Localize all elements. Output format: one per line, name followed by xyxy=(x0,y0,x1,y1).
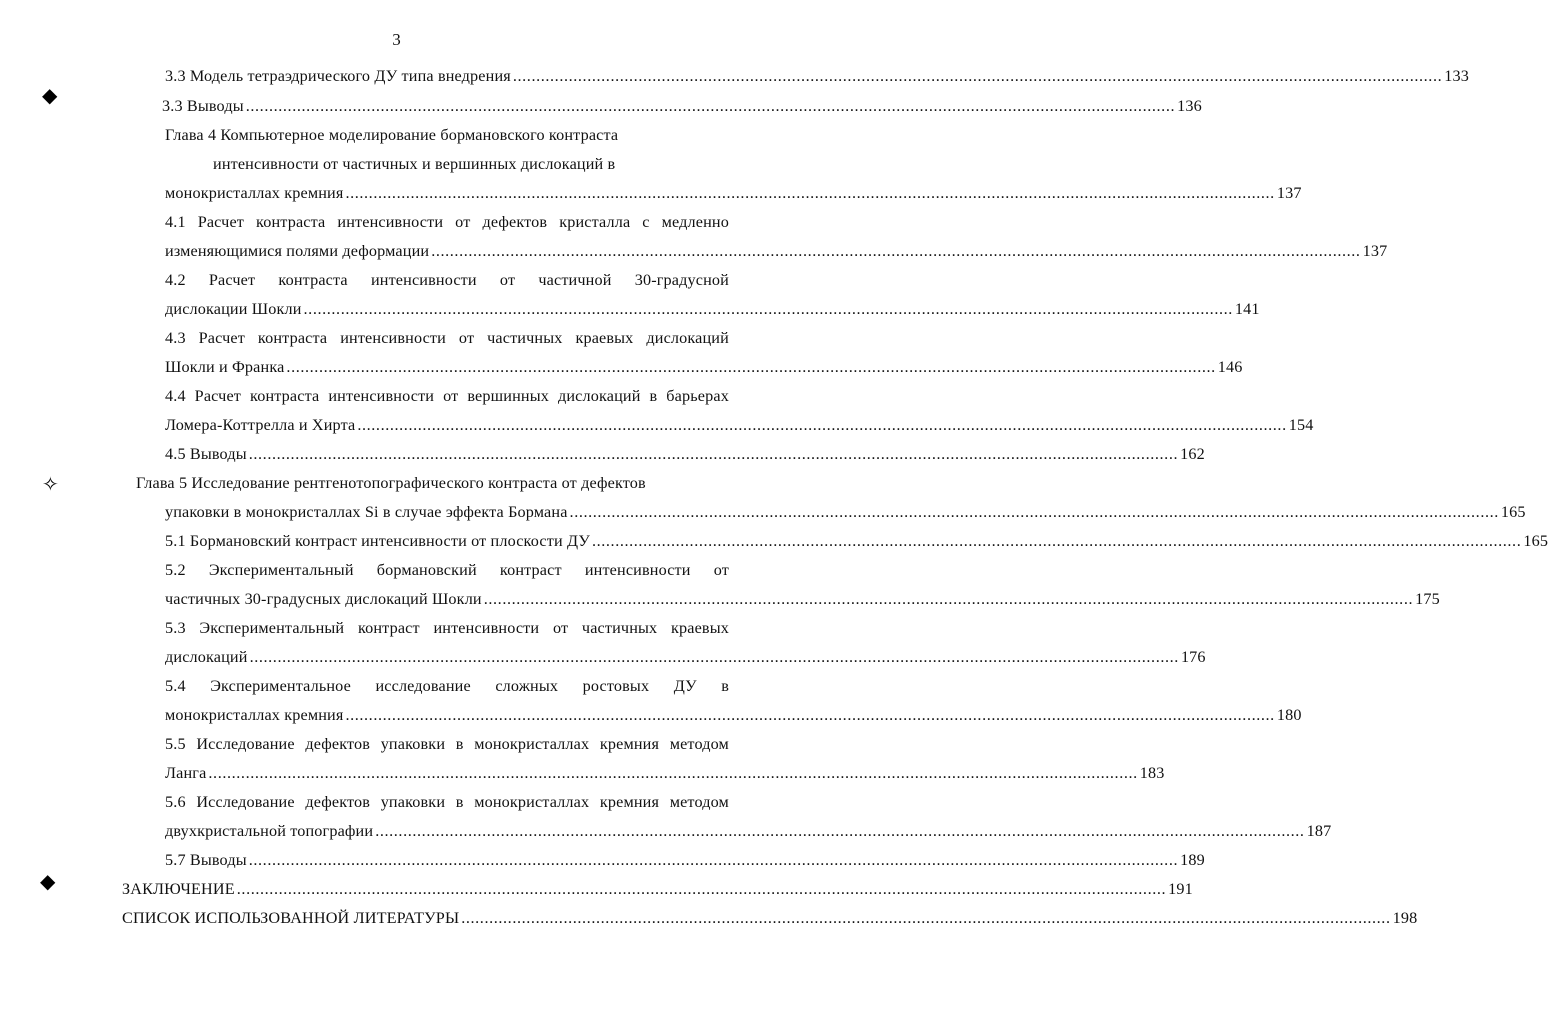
toc-leader: ........................................................................................................................................................................................................ xyxy=(245,97,1176,115)
toc-entry-5-5-line-2[interactable] xyxy=(165,763,1165,783)
toc-entry-title: монокристаллах кремния xyxy=(165,706,344,724)
word: 5.6 xyxy=(165,793,186,811)
word: контраст xyxy=(357,619,420,637)
word: частичных xyxy=(581,619,658,637)
toc-entry-5-6-line-1[interactable] xyxy=(165,792,729,812)
toc-entry-4-3-line-2[interactable] xyxy=(165,357,1243,377)
toc-entry-title: дислокации Шокли xyxy=(165,300,302,318)
word: 5.2 xyxy=(165,561,186,579)
toc-page-number: 189 xyxy=(1180,851,1205,869)
toc-entry-title: 4.5 Выводы xyxy=(165,445,247,463)
toc-entry-title: Ломера-Коттрелла и Хирта xyxy=(165,416,356,434)
toc-leader: ........................................................................................................................................................................................................ xyxy=(286,358,1216,376)
toc-page-number: 136 xyxy=(1177,97,1202,115)
word: контраста xyxy=(250,387,320,405)
toc-chapter-4-line-3[interactable] xyxy=(165,183,1302,203)
toc-leader: ........................................................................................................................................................................................................ xyxy=(375,822,1305,840)
toc-entry-5-3-line-2[interactable] xyxy=(165,647,1206,667)
toc-entry-title: 3.3 Выводы xyxy=(162,97,244,115)
margin-mark-top: ◆ xyxy=(42,85,58,107)
toc-entry-5-3-line-1[interactable] xyxy=(165,618,729,638)
word: интенсивности xyxy=(584,561,691,579)
toc-page-number: 146 xyxy=(1217,358,1243,376)
word: контраста xyxy=(278,271,348,289)
toc-leader: ........................................................................................................................................................................................................ xyxy=(303,300,1233,318)
word: упаковки xyxy=(380,735,446,753)
toc-entry-3-3-conclusions[interactable] xyxy=(162,96,1202,116)
margin-mark-bottom: ◆ xyxy=(40,871,56,893)
word: контраста xyxy=(257,329,328,347)
word: исследование xyxy=(375,677,471,695)
toc-entry-5-5-line-1[interactable] xyxy=(165,734,729,754)
toc-entry-title: двухкристальной топографии xyxy=(165,822,374,840)
toc-leader: ........................................................................................................................................................................................................ xyxy=(248,445,1179,463)
page-number: 3 xyxy=(392,30,401,49)
word: 4.3 xyxy=(165,329,186,347)
toc-page-number: 180 xyxy=(1276,706,1302,724)
word: 5.3 xyxy=(165,619,186,637)
word: дислокаций xyxy=(646,329,729,347)
toc-leader: ........................................................................................................................................................................................................ xyxy=(569,503,1499,521)
toc-entry-title: Ланга xyxy=(165,764,207,782)
word: частичной xyxy=(538,271,612,289)
toc-page-number: 141 xyxy=(1234,300,1260,318)
toc-leader: ........................................................................................................................................................................................................ xyxy=(483,590,1414,608)
word: краевых xyxy=(575,329,634,347)
toc-entry-4-1-line-2[interactable] xyxy=(165,241,1388,261)
toc-entry-references[interactable] xyxy=(122,908,1418,928)
word: с xyxy=(642,213,650,231)
toc-entry-title: 5.7 Выводы xyxy=(165,851,247,869)
toc-page-number: 165 xyxy=(1500,503,1526,521)
toc-entry-5-2-line-2[interactable] xyxy=(165,589,1440,609)
toc-leader: ........................................................................................................................................................................................................ xyxy=(431,242,1361,260)
toc-entry-4-2-line-1[interactable] xyxy=(165,270,729,290)
word: частичных xyxy=(487,329,563,347)
word: ДУ xyxy=(673,677,697,695)
word: Расчет xyxy=(194,387,242,405)
word: 30-градусной xyxy=(634,271,729,289)
word: интенсивности xyxy=(370,271,477,289)
word: в xyxy=(649,387,658,405)
word: Экспериментальный xyxy=(208,561,354,579)
toc-page-number: 137 xyxy=(1276,184,1302,202)
word: дефектов xyxy=(305,793,371,811)
word: методом xyxy=(669,793,729,811)
toc-page-number: 176 xyxy=(1180,648,1206,666)
toc-entry-4-5[interactable] xyxy=(165,444,1205,464)
word: методом xyxy=(669,735,729,753)
word: 4.4 xyxy=(165,387,186,405)
toc-chapter-4-line-2[interactable]: интенсивности от частичных и вершинных дислокаций в xyxy=(213,155,616,173)
word: кремния xyxy=(599,735,660,753)
toc-entry-4-4-line-1[interactable] xyxy=(165,386,729,406)
word: медленно xyxy=(661,213,729,231)
toc-page-number: 187 xyxy=(1306,822,1332,840)
toc-page-number: 133 xyxy=(1444,67,1469,85)
word: 5.5 xyxy=(165,735,186,753)
toc-page-number: 165 xyxy=(1523,532,1548,550)
toc-chapter-4-line-1[interactable]: Глава 4 Компьютерное моделирование бормановского контраста xyxy=(165,126,619,144)
word: интенсивности xyxy=(337,213,444,231)
toc-page-number: 154 xyxy=(1288,416,1314,434)
word: ростовых xyxy=(582,677,650,695)
toc-entry-title: 3.3 Модель тетраэдрического ДУ типа внедрения xyxy=(165,67,511,85)
toc-leader: ........................................................................................................................................................................................................ xyxy=(345,706,1275,724)
word: от xyxy=(552,619,569,637)
word: Экспериментальный xyxy=(199,619,345,637)
toc-entry-title: дислокаций xyxy=(165,648,248,666)
toc-entry-5-1[interactable] xyxy=(165,531,1548,551)
word: Исследование xyxy=(196,793,295,811)
word: контраст xyxy=(499,561,562,579)
word: от xyxy=(458,329,475,347)
toc-entry-conclusion[interactable] xyxy=(122,879,1193,899)
word: кремния xyxy=(599,793,660,811)
word: барьерах xyxy=(666,387,729,405)
toc-page-number: 198 xyxy=(1392,909,1418,927)
toc-leader: ........................................................................................................................................................................................................ xyxy=(512,67,1443,85)
toc-page-number: 137 xyxy=(1362,242,1388,260)
toc-leader: ........................................................................................................................................................................................................ xyxy=(461,909,1391,927)
toc-leader: ........................................................................................................................................................................................................ xyxy=(345,184,1275,202)
word: монокристаллах xyxy=(474,793,590,811)
margin-mark-middle: ✧ xyxy=(42,474,59,496)
word: интенсивности xyxy=(328,387,435,405)
word: Расчет xyxy=(198,329,245,347)
toc-page-number: 191 xyxy=(1168,880,1193,898)
toc-entry-title: упаковки в монокристаллах Si в случае эффекта Бормана xyxy=(165,503,568,521)
toc-entry-4-4-line-2[interactable] xyxy=(165,415,1314,435)
word: кристалла xyxy=(559,213,631,231)
toc-page-number: 183 xyxy=(1139,764,1165,782)
toc-page-number: 162 xyxy=(1180,445,1205,463)
word: контраста xyxy=(256,213,326,231)
toc-entry-3-3-model[interactable] xyxy=(165,66,1469,86)
toc-entry-5-2-line-1[interactable] xyxy=(165,560,729,580)
toc-entry-title: изменяющимися полями деформации xyxy=(165,242,430,260)
word: Экспериментальное xyxy=(210,677,351,695)
toc-entry-title: СПИСОК ИСПОЛЬЗОВАННОЙ ЛИТЕРАТУРЫ xyxy=(122,909,460,927)
word: 4.2 xyxy=(165,271,186,289)
word: монокристаллах xyxy=(474,735,590,753)
word: сложных xyxy=(495,677,559,695)
word: от xyxy=(713,561,729,579)
toc-entry-5-4-line-2[interactable] xyxy=(165,705,1302,725)
toc-entry-title: частичных 30-градусных дислокаций Шокли xyxy=(165,590,482,608)
toc-leader: ........................................................................................................................................................................................................ xyxy=(248,851,1179,869)
toc-entry-4-2-line-2[interactable] xyxy=(165,299,1260,319)
toc-entry-title: ЗАКЛЮЧЕНИЕ xyxy=(122,880,235,898)
toc-leader: ........................................................................................................................................................................................................ xyxy=(357,416,1287,434)
toc-chapter-5-line-2[interactable] xyxy=(165,502,1526,522)
word: от xyxy=(443,387,459,405)
word: интенсивности xyxy=(433,619,540,637)
toc-chapter-5-line-1[interactable]: Глава 5 Исследование рентгенотопографического контраста от дефектов xyxy=(136,474,646,492)
toc-entry-title: монокристаллах кремния xyxy=(165,184,344,202)
word: интенсивности xyxy=(340,329,446,347)
word: вершинных xyxy=(467,387,549,405)
word: 5.4 xyxy=(165,677,186,695)
word: Расчет xyxy=(208,271,256,289)
word: от xyxy=(499,271,516,289)
toc-entry-title: Шокли и Франка xyxy=(165,358,285,376)
word: Исследование xyxy=(196,735,295,753)
toc-entry-5-4-line-1[interactable] xyxy=(165,676,729,696)
word: 4.1 xyxy=(165,213,186,231)
toc-leader: ........................................................................................................................................................................................................ xyxy=(249,648,1179,666)
word: в xyxy=(721,677,729,695)
word: Расчет xyxy=(197,213,245,231)
word: дислокаций xyxy=(557,387,641,405)
word: дефектов xyxy=(482,213,548,231)
toc-leader: ........................................................................................................................................................................................................ xyxy=(208,764,1138,782)
toc-entry-5-7[interactable] xyxy=(165,850,1205,870)
toc-page-number: 175 xyxy=(1415,590,1440,608)
word: от xyxy=(455,213,471,231)
toc-entry-title: 5.1 Бормановский контраст интенсивности от плоскости ДУ xyxy=(165,532,590,550)
word: дефектов xyxy=(305,735,371,753)
toc-leader: ........................................................................................................................................................................................................ xyxy=(236,880,1167,898)
word: упаковки xyxy=(380,793,446,811)
toc-leader: ........................................................................................................................................................................................................ xyxy=(591,532,1522,550)
toc-entry-5-6-line-2[interactable] xyxy=(165,821,1332,841)
toc-entry-4-3-line-1[interactable] xyxy=(165,328,729,348)
toc-entry-4-1-line-1[interactable] xyxy=(165,212,729,232)
word: краевых xyxy=(670,619,729,637)
word: бормановский xyxy=(376,561,477,579)
word: в xyxy=(455,735,464,753)
word: в xyxy=(455,793,464,811)
